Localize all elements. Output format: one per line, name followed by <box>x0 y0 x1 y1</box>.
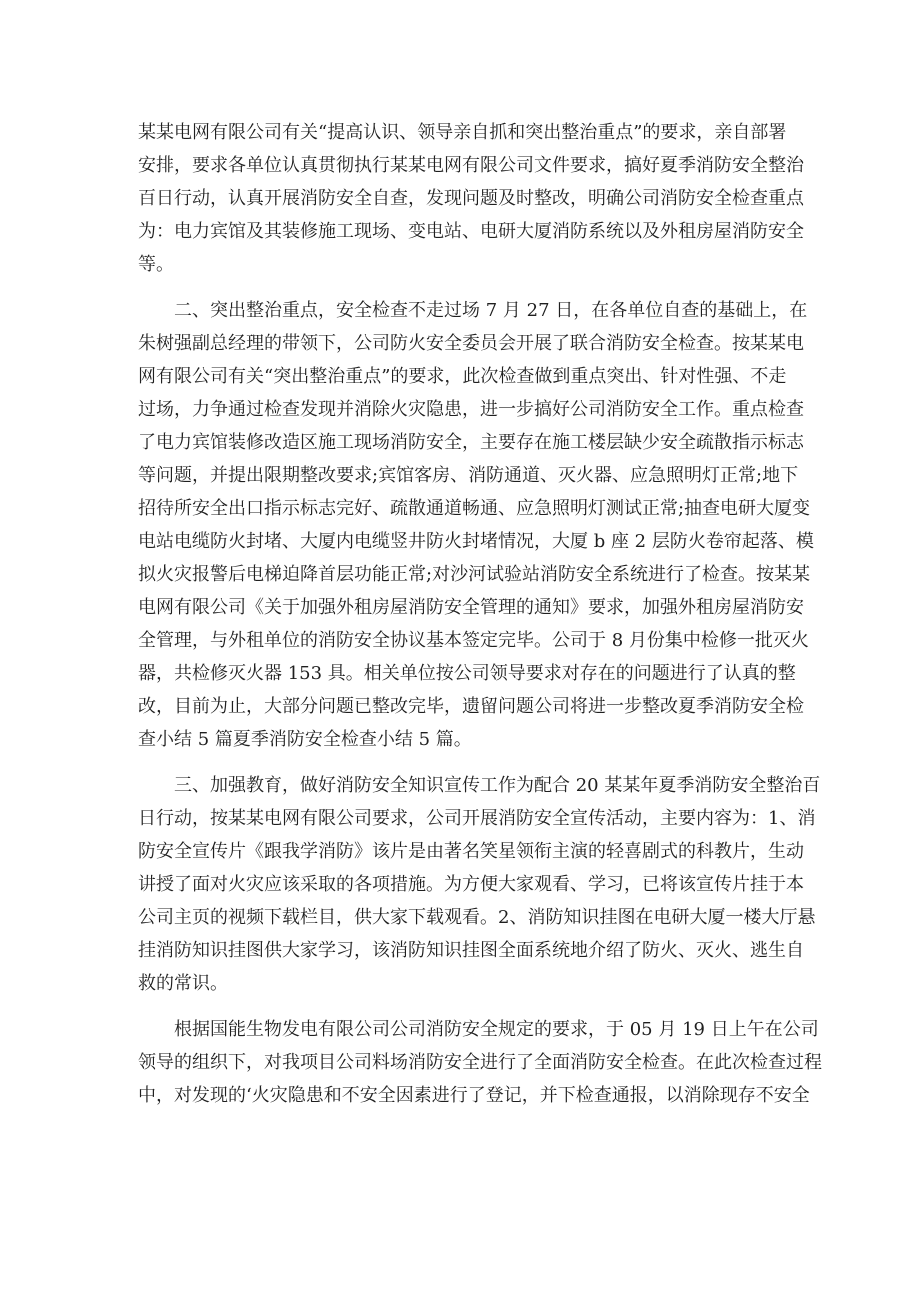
text-line: 改，目前为止，大部分问题已整改完毕，遗留问题公司将进一步整改夏季消防安全检 <box>138 696 804 717</box>
text-line: 三、加强教育，做好消防安全知识宣传工作为配合 20 某某年夏季消防安全整治百 <box>174 775 821 796</box>
text-line: 电网有限公司《关于加强外租房屋消防安全管理的通知》要求，加强外租房屋消防安 <box>138 597 804 618</box>
text-line: 网有限公司有关“突出整治重点”的要求，此次检查做到重点突出、针对性强、不走 <box>138 366 787 387</box>
text-line: 为：电力宾馆及其装修施工现场、变电站、电研大厦消防系统以及外租房屋消防安全 <box>138 221 804 242</box>
text-line: 安排，要求各单位认真贯彻执行某某电网有限公司文件要求，搞好夏季消防安全整治 <box>138 155 804 176</box>
text-line: 某某电网有限公司有关“提高认识、领导亲自抓和突出整治重点”的要求，亲自部署 <box>138 122 787 143</box>
text-line: 讲授了面对火灾应该采取的各项措施。为方便大家观看、学习，已将该宣传片挂于本 <box>138 874 804 895</box>
text-line: 防安全宣传片《跟我学消防》该片是由著名笑星领衔主演的轻喜剧式的科教片，生动 <box>138 841 804 862</box>
text-line: 等问题，并提出限期整改要求;宾馆客房、消防通道、灭火器、应急照明灯正常;地下 <box>138 465 799 486</box>
document-body <box>138 116 822 1112</box>
text-line: 日行动，按某某电网有限公司要求，公司开展消防安全宣传活动，主要内容为：1、消 <box>138 808 816 829</box>
text-line: 了电力宾馆装修改造区施工现场消防安全，主要存在施工楼层缺少安全疏散指示标志 <box>138 432 804 453</box>
text-line: 电站电缆防火封堵、大厦内电缆竖井防火封堵情况，大厦 b 座 2 层防火卷帘起落、模 <box>138 531 814 552</box>
paragraph-2 <box>138 294 814 756</box>
text-line: 二、突出整治重点，安全检查不走过场 7 月 27 日，在各单位自查的基础上，在 <box>174 300 808 321</box>
text-line: 朱树强副总经理的带领下，公司防火安全委员会开展了联合消防安全检查。按某某电 <box>138 333 804 354</box>
text-line: 全管理，与外租单位的消防安全协议基本签定完毕。公司于 8 月份集中检修一批灭火 <box>138 630 809 651</box>
text-line: 查小结 5 篇夏季消防安全检查小结 5 篇。 <box>138 729 472 750</box>
text-line: 根据国能生物发电有限公司公司消防安全规定的要求，于 05 月 19 日上午在公司 <box>174 1019 819 1040</box>
text-line: 招待所安全出口指示标志完好、疏散通道畅通、应急照明灯测试正常;抽查电研大厦变 <box>138 498 811 519</box>
paragraph-3 <box>138 769 821 1000</box>
text-line: 等。 <box>138 254 174 275</box>
text-line: 拟火灾报警后电梯迫降首层功能正常;对沙河试验站消防安全系统进行了检查。按某某 <box>138 564 811 585</box>
text-line: 器，共检修灭火器 153 具。相关单位按公司领导要求对存在的问题进行了认真的整 <box>138 663 796 684</box>
text-line: 挂消防知识挂图供大家学习，该消防知识挂图全面系统地介绍了防火、灭火、逃生自 <box>138 940 804 961</box>
text-line: 领导的组织下，对我项目公司料场消防安全进行了全面消防安全检查。在此次检查过程 <box>138 1052 822 1073</box>
paragraph-1 <box>138 116 804 281</box>
text-line: 救的常识。 <box>138 973 228 994</box>
text-line: 过场，力争通过检查发现并消除火灾隐患，进一步搞好公司消防安全工作。重点检查 <box>138 399 804 420</box>
text-line: 百日行动，认真开展消防安全自查，发现问题及时整改，明确公司消防安全检查重点 <box>138 188 804 209</box>
paragraph-4 <box>138 1013 822 1112</box>
text-line: 中，对发现的‘火灾隐患和不安全因素进行了登记，并下检查通报，以消除现存不安全 <box>138 1085 810 1106</box>
text-line: 公司主页的视频下载栏目，供大家下载观看。2、消防知识挂图在电研大厦一楼大厅悬 <box>138 907 816 928</box>
